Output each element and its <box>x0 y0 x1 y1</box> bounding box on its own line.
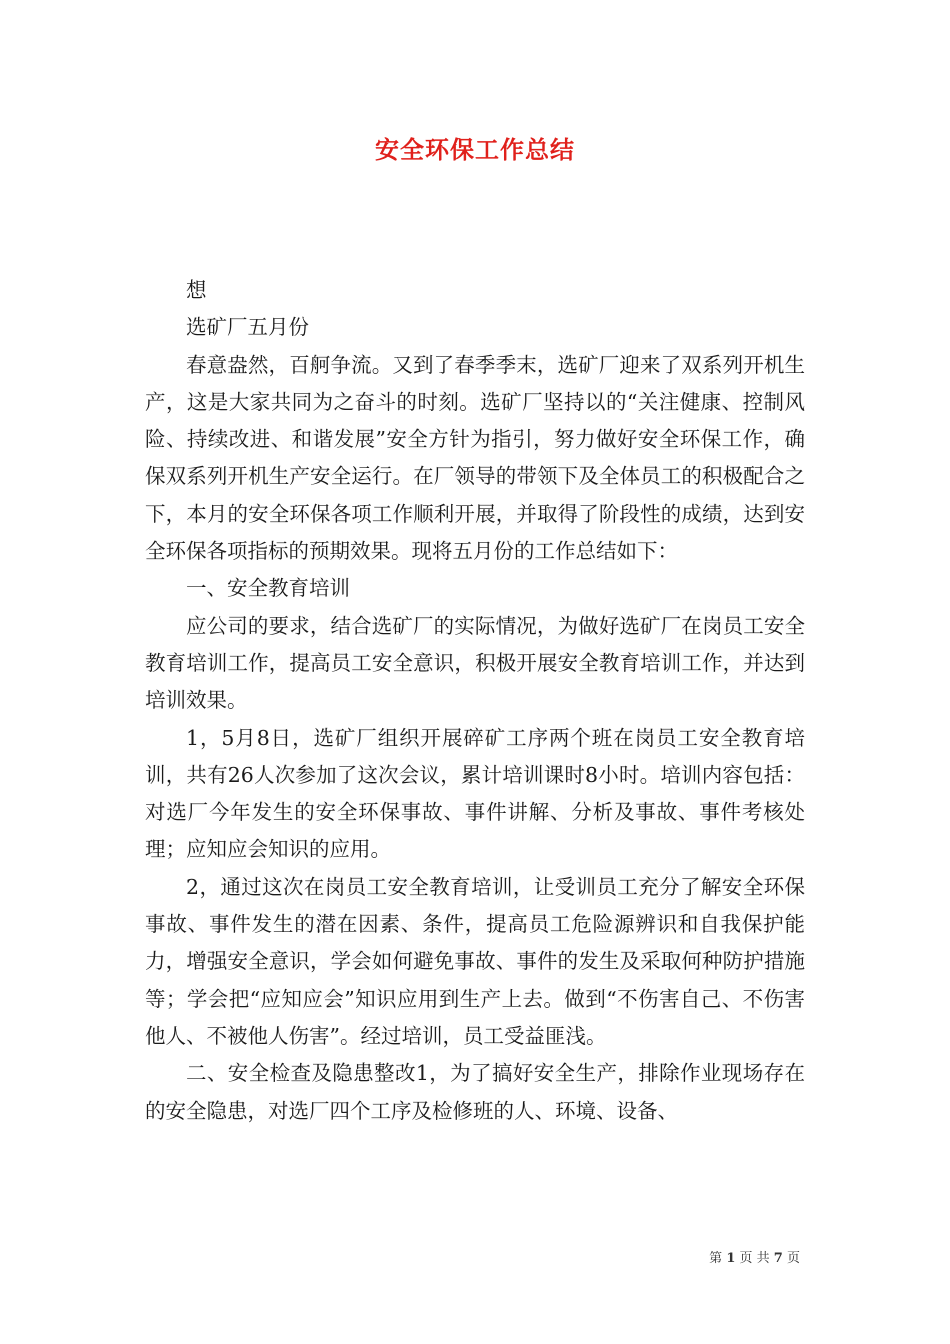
paragraph: 选矿厂五月份 <box>186 315 309 340</box>
paragraph: 二、安全检查及隐患整改1，为了搞好安全生产，排除作业现场存在的安全隐患，对选厂四个工序及检修班的人、环境、设备、 <box>145 1061 805 1123</box>
paragraph: 1，5月8日，选矿厂组织开展碎矿工序两个班在岗员工安全教育培训，共有26人次参加了这次会议，累计培训课时8小时。培训内容包括：对选厂今年发生的安全环保事故、事件讲解、分析及事故、事件考核处理；应知应会知识的应用。 <box>145 725 805 862</box>
paragraph: 2，通过这次在岗员工安全教育培训，让受训员工充分了解安全环保事故、事件发生的潜在因素、条件，提高员工危险源辨识和自我保护能力，增强安全意识，学会如何避免事故、事件的发生及采取何种防护措施等；学会把“应知应会”知识应用到生产上去。做到“不伤害自己、不伤害他人、不被他人伤害”。经过培训，员工受益匪浅。 <box>145 874 805 1048</box>
paragraph: 应公司的要求，结合选矿厂的实际情况，为做好选矿厂在岗员工安全教育培训工作，提高员工安全意识，积极开展安全教育培训工作，并达到培训效果。 <box>145 613 805 713</box>
footer-suffix: 页 <box>786 1251 800 1266</box>
document-title: 安全环保工作总结 <box>375 135 575 164</box>
paragraph: 想 <box>186 278 207 302</box>
paragraph: 春意盎然，百舸争流。又到了春季季末，选矿厂迎来了双系列开机生产，这是大家共同为之奋斗的时刻。选矿厂坚持以的“关注健康、控制风险、持续改进、和谐发展”安全方针为指引，努力做好安全环保工作，确保双系列开机生产安全运行。在厂领导的带领下及全体员工的积极配合之下，本月的安全环保各项工作顺利开展，并取得了阶段性的成绩，达到安全环保各项指标的预期效果。现将五月份的工作总结如下： <box>145 352 805 564</box>
page-number-footer <box>709 1247 800 1266</box>
total-pages-number: 7 <box>773 1251 783 1266</box>
document-body <box>145 272 805 1130</box>
footer-middle: 页 共 <box>739 1251 770 1266</box>
section-heading: 一、安全教育培训 <box>186 576 350 601</box>
current-page-number: 1 <box>726 1251 736 1266</box>
footer-prefix: 第 <box>709 1251 723 1266</box>
